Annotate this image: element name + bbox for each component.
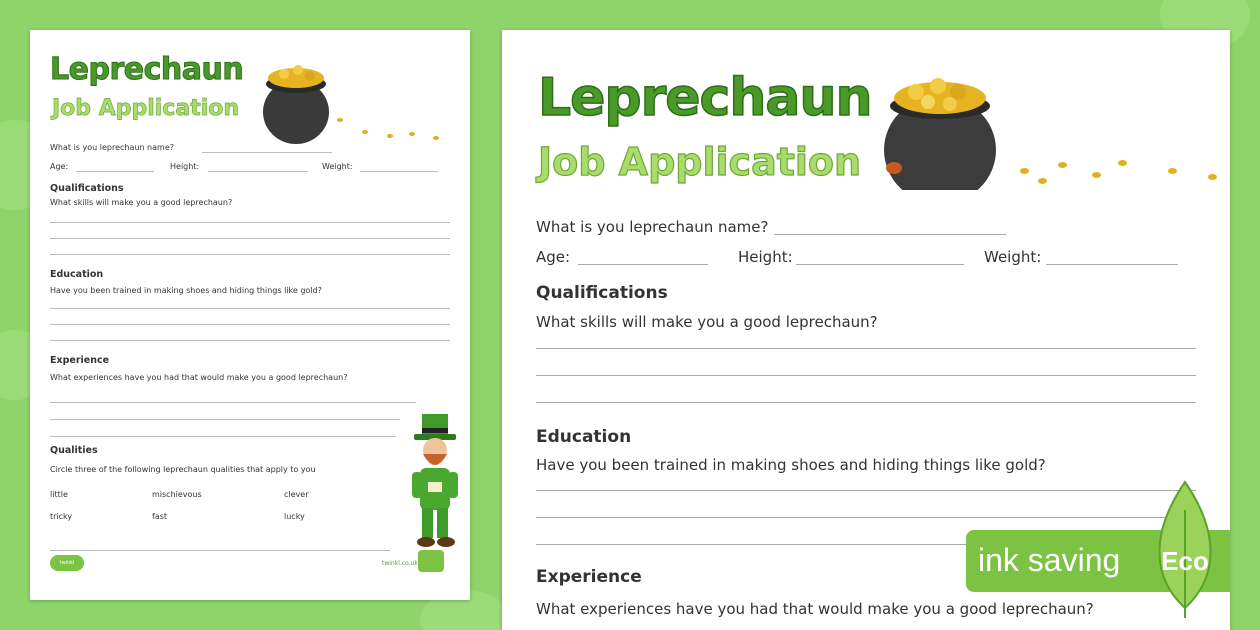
experience-question: What experiences have you had that would make you a good leprechaun? xyxy=(536,600,1094,618)
answer-line[interactable] xyxy=(50,436,396,437)
age-label: Age: xyxy=(50,162,69,171)
quality-option[interactable]: lucky xyxy=(284,512,305,521)
pot-of-gold-icon xyxy=(880,60,1010,190)
answer-line[interactable] xyxy=(50,308,450,309)
footer-divider xyxy=(50,550,390,551)
education-question: Have you been trained in making shoes and hiding things like gold? xyxy=(536,456,1046,474)
quality-option[interactable]: fast xyxy=(152,512,168,521)
eco-leaf-icon xyxy=(1146,480,1224,620)
age-field[interactable] xyxy=(76,171,154,172)
weight-field[interactable] xyxy=(360,171,438,172)
leprechaun-icon xyxy=(406,410,466,550)
qualifications-heading: Qualifications xyxy=(536,283,668,303)
answer-line[interactable] xyxy=(536,517,1196,518)
qualifications-heading: Qualifications xyxy=(50,183,124,194)
qualities-heading: Qualities xyxy=(50,445,98,456)
worksheet-subtitle: Job Application xyxy=(538,140,862,184)
worksheet-title: Leprechaun xyxy=(538,68,872,128)
name-field[interactable] xyxy=(202,152,332,153)
name-label: What is you leprechaun name? xyxy=(50,143,174,152)
answer-line[interactable] xyxy=(50,419,400,420)
education-heading: Education xyxy=(50,269,104,280)
height-label: Height: xyxy=(738,248,793,266)
quality-option[interactable]: little xyxy=(50,490,68,499)
answer-line[interactable] xyxy=(50,238,450,239)
height-field[interactable] xyxy=(796,264,964,265)
worksheet-title: Leprechaun xyxy=(50,52,244,87)
height-field[interactable] xyxy=(208,171,308,172)
worksheet-subtitle: Job Application xyxy=(52,96,240,121)
quality-option[interactable]: tricky xyxy=(50,512,73,521)
answer-line[interactable] xyxy=(536,402,1196,403)
worksheet-thumbnail[interactable] xyxy=(30,30,470,600)
quality-option[interactable]: clever xyxy=(284,490,309,499)
qualifications-question: What skills will make you a good leprechaun? xyxy=(50,198,233,207)
height-label: Height: xyxy=(170,162,200,171)
weight-label: Weight: xyxy=(322,162,353,171)
answer-line[interactable] xyxy=(50,324,450,325)
education-heading: Education xyxy=(536,427,632,447)
experience-heading: Experience xyxy=(50,355,110,366)
twinkl-logo-text: twinkl xyxy=(59,560,75,566)
qualities-instruction: Circle three of the following leprechaun qualities that apply to you xyxy=(50,465,316,474)
qualifications-question: What skills will make you a good leprechaun? xyxy=(536,313,878,331)
twinkl-logo xyxy=(50,555,84,571)
pot-of-gold-icon xyxy=(260,50,450,160)
name-field[interactable] xyxy=(774,234,1006,235)
name-label: What is you leprechaun name? xyxy=(536,218,769,236)
age-label: Age: xyxy=(536,248,571,266)
footer-url: twinkl.co.uk xyxy=(382,560,418,567)
quality-option[interactable]: mischievous xyxy=(152,490,202,499)
footer-badge-icon xyxy=(418,550,444,572)
answer-line[interactable] xyxy=(536,348,1196,349)
weight-field[interactable] xyxy=(1046,264,1178,265)
age-field[interactable] xyxy=(578,264,708,265)
answer-line[interactable] xyxy=(50,402,416,403)
experience-question: What experiences have you had that would make you a good leprechaun? xyxy=(50,373,348,382)
answer-line[interactable] xyxy=(50,222,450,223)
ink-saving-label: ink saving xyxy=(978,542,1121,578)
weight-label: Weight: xyxy=(984,248,1042,266)
answer-line[interactable] xyxy=(50,340,450,341)
answer-line[interactable] xyxy=(50,254,450,255)
experience-heading: Experience xyxy=(536,567,642,587)
answer-line[interactable] xyxy=(536,490,1196,491)
education-question: Have you been trained in making shoes and hiding things like gold? xyxy=(50,286,322,295)
eco-label: Eco xyxy=(1161,546,1209,576)
answer-line[interactable] xyxy=(536,375,1196,376)
